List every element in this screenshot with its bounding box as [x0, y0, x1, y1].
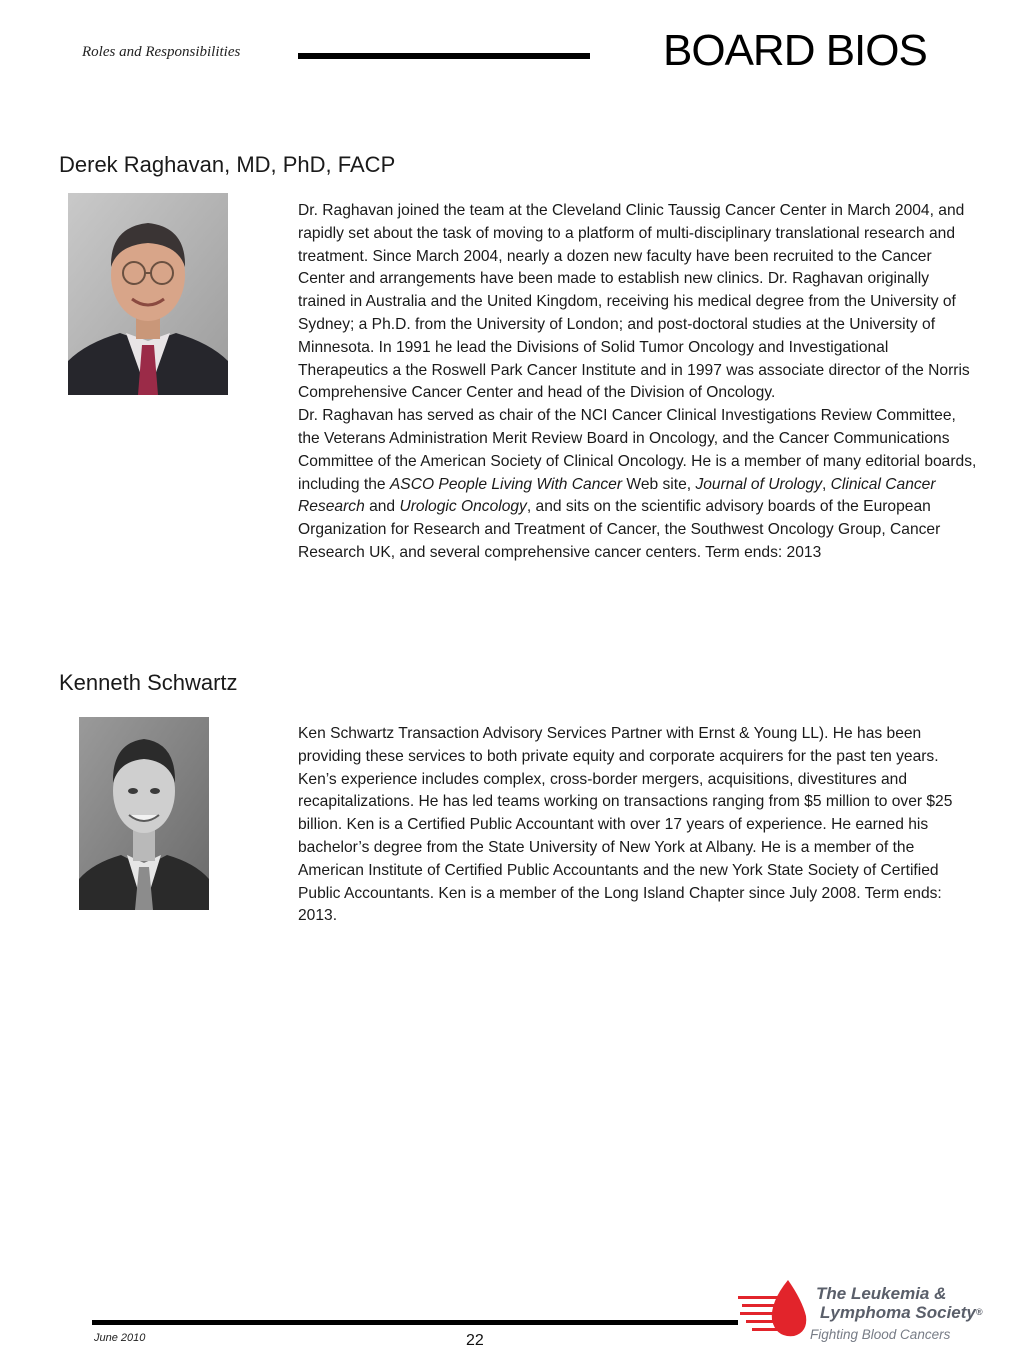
portrait-photo-schwartz [79, 717, 209, 910]
italic-title: Journal of Urology [695, 475, 822, 493]
bio-text-schwartz [298, 723, 978, 928]
header-subtitle: Roles and Responsibilities [82, 44, 241, 60]
bio-paragraph: Dr. Raghavan joined the team at the Cleveland Clinic Taussig Cancer Center in March 2004, and rapidly set about the task of moving to a platform of multi-disciplinary translational research and treatment. Since March 2004, nearly a dozen new faculty have been recruited to the Cancer Center and arrangements have been made to establish new clinics. Dr. Raghavan originally trained in Australia and the United Kingdom, receiving his medical degree from the University of Sydney; a Ph.D. from the University of London; and post-doctoral studies at the University of Minnesota. In 1991 he lead the Divisions of Solid Tumor Oncology and Investigational Therapeutics a the Roswell Park Cancer Institute and in 1997 was associate director of the Norris Comprehensive Cancer Center and head of the Division of Oncology. [298, 202, 970, 402]
portrait-photo-raghavan [68, 193, 228, 395]
bio-text-raghavan [298, 200, 978, 565]
lls-logo [736, 1276, 1004, 1346]
italic-title: ASCO People Living With Cancer [389, 475, 623, 493]
footer-date: June 2010 [94, 1332, 146, 1344]
bio-paragraph: Dr. Raghavan has served as chair of the NCI Cancer Clinical Investigations Review Committee, the Veterans Administration Merit Review Board in Oncology, and the Cancer Communications Committee of the American Society of Clinical Oncology. He is a member of many editorial boards, including the ASCO People Living With Cancer Web site, Journal of Urology, Clinical Cancer Research and Urologic Oncology, and sits on the scientific advisory boards of the European Organization for Research and Treatment of Cancer, the Southwest Oncology Group, Cancer Research UK, and several comprehensive cancer centers. Term ends: 2013 [298, 407, 977, 561]
footer-rule [92, 1320, 738, 1325]
bio-name-schwartz: Kenneth Schwartz [59, 670, 238, 695]
bio-name-raghavan: Derek Raghavan, MD, PhD, FACP [59, 152, 396, 177]
logo-line-2: Lymphoma Society [820, 1303, 976, 1322]
logo-registered-mark: ® [975, 1307, 983, 1317]
italic-title: Clinical Cancer Research [298, 475, 936, 516]
bio-paragraph: Ken Schwartz Transaction Advisory Services Partner with Ernst & Young LL). He has been providing these services to both private equity and corporate acquirers for the past ten years. Ken’s experience includes complex, cross-border mergers, acquisitions, divestitures and recapitalizations. He has led teams working on transactions ranging from $5 million to over $25 billion. Ken is a Certified Public Accountant with over 17 years of experience. He earned his bachelor’s degree from the State University of New York at Albany. He is a member of the American Institute of Certified Public Accountants and the new York State Society of Certified Public Accountants. Ken is a member of the Long Island Chapter since July 2008. Term ends: 2013. [298, 725, 953, 925]
page-number: 22 [466, 1332, 484, 1349]
header-rule [298, 53, 590, 59]
flame-drop-icon [736, 1276, 816, 1346]
logo-tagline: Fighting Blood Cancers [810, 1327, 951, 1342]
logo-line-2-wrap [816, 1303, 983, 1322]
logo-wordmark [816, 1284, 983, 1322]
page-title: BOARD BIOS [663, 26, 927, 75]
logo-line-1: The Leukemia & [816, 1284, 947, 1303]
italic-title: Urologic Oncology [399, 498, 527, 516]
